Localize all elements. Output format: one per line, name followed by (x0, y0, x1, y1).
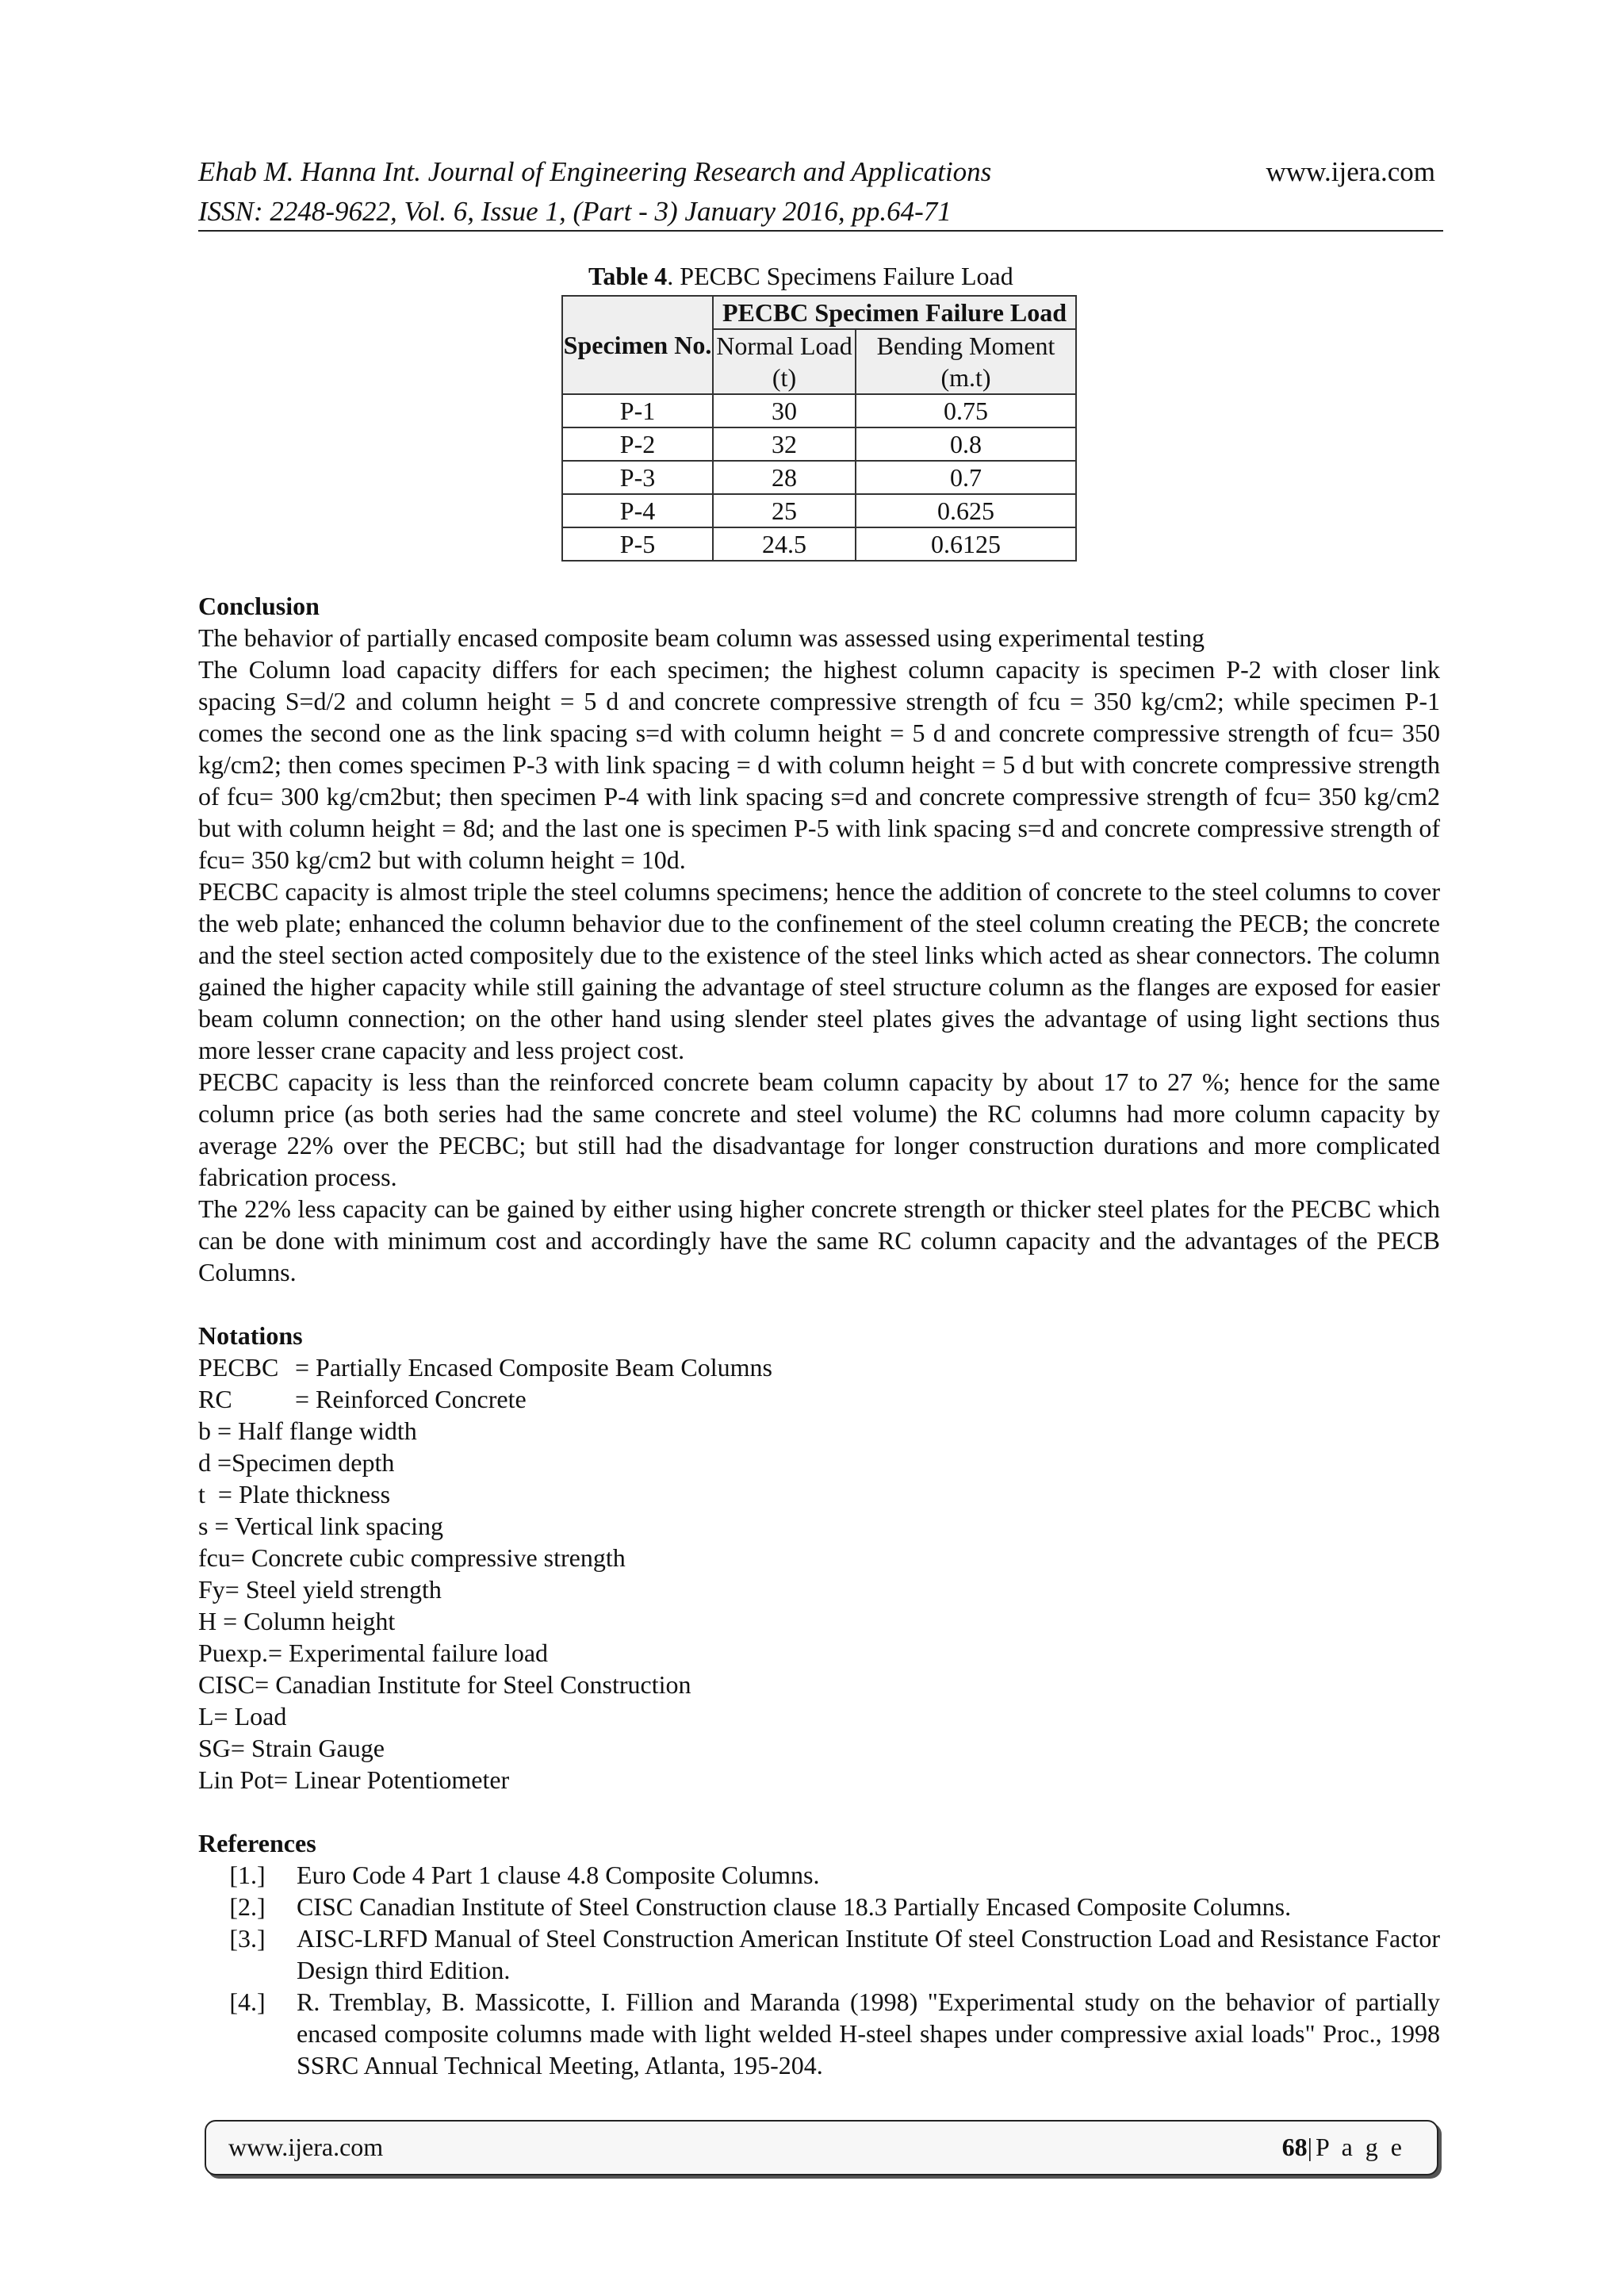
cell-specimen: P-1 (562, 394, 713, 427)
reference-number: [3.] (229, 1924, 266, 1953)
notation-def: s = Vertical link spacing (198, 1512, 443, 1540)
reference-item (198, 1859, 1440, 1891)
table-row (562, 494, 1076, 527)
notation-item (198, 1447, 1440, 1478)
notation-def: Puexp.= Experimental failure load (198, 1639, 549, 1667)
header-normal-load: Normal Load (t) (713, 329, 856, 394)
cell-normal-load: 25 (713, 494, 856, 527)
notation-item (198, 1605, 1440, 1637)
table-row (562, 461, 1076, 494)
notation-def: CISC= Canadian Institute for Steel Construction (198, 1670, 691, 1699)
notation-item (198, 1637, 1440, 1669)
reference-number: [2.] (229, 1892, 266, 1921)
reference-number: [1.] (229, 1861, 266, 1889)
body-text (198, 590, 1440, 2081)
cell-specimen: P-2 (562, 427, 713, 461)
cell-normal-load: 32 (713, 427, 856, 461)
table-row (562, 394, 1076, 427)
table-caption-text: . PECBC Specimens Failure Load (667, 262, 1013, 290)
cell-normal-load: 24.5 (713, 527, 856, 561)
notation-def: fcu= Concrete cubic compressive strength (198, 1543, 626, 1572)
notation-def: H = Column height (198, 1607, 396, 1635)
journal-citation-line: Ehab M. Hanna Int. Journal of Engineering Research and Applications (198, 156, 992, 187)
conclusion-paragraph: The Column load capacity differs for each specimen; the highest column capacity is specimen P-2 with closer link spacing S=d/2 and column height = 5 d and concrete compressive strength of fcu = 350 kg/cm2; while specimen P-1 comes the second one as the link spacing s=d with column height = 5 d and concrete compressive strength of fcu= 350 kg/cm2; then comes specimen P-3 with link spacing = d with column height = 5 d but with concrete compressive strength of fcu= 300 kg/cm2but; then specimen P-4 with link spacing s=d and concrete compressive strength of fcu= 350 kg/cm2 but with column height = 8d; and the last one is specimen P-5 with link spacing s=d and concrete compressive strength of fcu= 350 kg/cm2 but with column height = 10d. (198, 655, 1440, 874)
notation-item (198, 1415, 1440, 1447)
notation-def: t = Plate thickness (198, 1480, 391, 1508)
notation-def: SG= Strain Gauge (198, 1734, 385, 1762)
notation-item (198, 1351, 1440, 1383)
issn-line: ISSN: 2248-9622, Vol. 6, Issue 1, (Part - 3) January 2016, pp.64-71 (198, 196, 952, 227)
reference-text: Euro Code 4 Part 1 clause 4.8 Composite Columns. (297, 1861, 820, 1889)
notation-def: = Partially Encased Composite Beam Columns (295, 1353, 772, 1382)
notation-abbr: RC (198, 1385, 232, 1413)
notation-def: Fy= Steel yield strength (198, 1575, 442, 1604)
running-header (198, 152, 1443, 232)
cell-normal-load: 28 (713, 461, 856, 494)
journal-website: www.ijera.com (1266, 156, 1435, 187)
cell-bending-moment: 0.6125 (856, 527, 1076, 561)
cell-normal-load: 30 (713, 394, 856, 427)
header-rule (198, 230, 1443, 232)
header-failure-load: PECBC Specimen Failure Load (713, 296, 1076, 329)
notation-item (198, 1510, 1440, 1542)
table-caption (588, 260, 1013, 292)
references-heading: References (198, 1829, 316, 1857)
reference-item (198, 1986, 1440, 2081)
reference-text: AISC-LRFD Manual of Steel Construction American Institute Of steel Construction Load and Resistance Factor Design third Edition. (297, 1924, 1440, 1984)
notation-item (198, 1383, 1440, 1415)
notation-item (198, 1700, 1440, 1732)
notation-item (198, 1764, 1440, 1796)
cell-bending-moment: 0.8 (856, 427, 1076, 461)
table-caption-label: Table 4 (588, 262, 668, 290)
notation-item (198, 1669, 1440, 1700)
header-bending-moment: Bending Moment (m.t) (856, 329, 1076, 394)
reference-text: CISC Canadian Institute of Steel Construction clause 18.3 Partially Encased Composite Columns. (297, 1892, 1292, 1921)
reference-item (198, 1922, 1440, 1986)
notation-def: d =Specimen depth (198, 1448, 395, 1477)
notation-item (198, 1732, 1440, 1764)
notation-def: Lin Pot= Linear Potentiometer (198, 1765, 510, 1794)
conclusion-heading: Conclusion (198, 592, 320, 620)
footer-page-label (1282, 2133, 1405, 2162)
table-row (562, 527, 1076, 561)
page-word: |P a g e (1307, 2133, 1405, 2161)
cell-bending-moment: 0.7 (856, 461, 1076, 494)
notation-item (198, 1573, 1440, 1605)
notation-def: = Reinforced Concrete (295, 1385, 527, 1413)
notation-item (198, 1478, 1440, 1510)
reference-text: R. Tremblay, B. Massicotte, I. Fillion and Maranda (1998) "Experimental study on the behavior of partially encased composite columns made with light welded H-steel shapes under compressive axial loads" Proc., 1998 SSRC Annual Technical Meeting, Atlanta, 195-204. (297, 1987, 1440, 2079)
notation-item (198, 1542, 1440, 1573)
cell-specimen: P-3 (562, 461, 713, 494)
notation-def: b = Half flange width (198, 1416, 417, 1445)
notation-def: L= Load (198, 1702, 287, 1731)
footer-website: www.ijera.com (228, 2133, 384, 2161)
conclusion-paragraph: The behavior of partially encased composite beam column was assessed using experimental testing (198, 623, 1205, 652)
reference-item (198, 1891, 1440, 1922)
notation-abbr: PECBC (198, 1353, 279, 1382)
notations-heading: Notations (198, 1321, 303, 1350)
reference-number: [4.] (229, 1987, 266, 2016)
cell-bending-moment: 0.625 (856, 494, 1076, 527)
page-number: 68 (1281, 2133, 1308, 2161)
conclusion-paragraph: PECBC capacity is less than the reinforced concrete beam column capacity by about 17 to 27 %; hence for the same column price (as both series had the same concrete and steel volume) the RC columns had more column capacity by average 22% over the PECBC; but still had the disadvantage for longer construction durations and more complicated fabrication process. (198, 1068, 1440, 1191)
header-specimen-no: Specimen No. (562, 296, 713, 394)
table-row (562, 427, 1076, 461)
cell-specimen: P-5 (562, 527, 713, 561)
failure-load-table (561, 295, 1077, 562)
page-footer (205, 2120, 1438, 2175)
cell-specimen: P-4 (562, 494, 713, 527)
conclusion-paragraph: PECBC capacity is almost triple the steel columns specimens; hence the addition of concrete to the steel columns to cover the web plate; enhanced the column behavior due to the confinement of the steel column creating the PECB; the concrete and the steel section acted compositely due to the existence of the steel links which acted as shear connectors. The column gained the higher capacity while still gaining the advantage of steel structure column as the flanges are exposed for easier beam column connection; on the other hand using slender steel plates gives the advantage of using light sections thus more lesser crane capacity and less project cost. (198, 877, 1440, 1064)
conclusion-paragraph: The 22% less capacity can be gained by either using higher concrete strength or thicker steel plates for the PECBC which can be done with minimum cost and accordingly have the same RC column capacity and the advantages of the PECB Columns. (198, 1194, 1440, 1286)
cell-bending-moment: 0.75 (856, 394, 1076, 427)
